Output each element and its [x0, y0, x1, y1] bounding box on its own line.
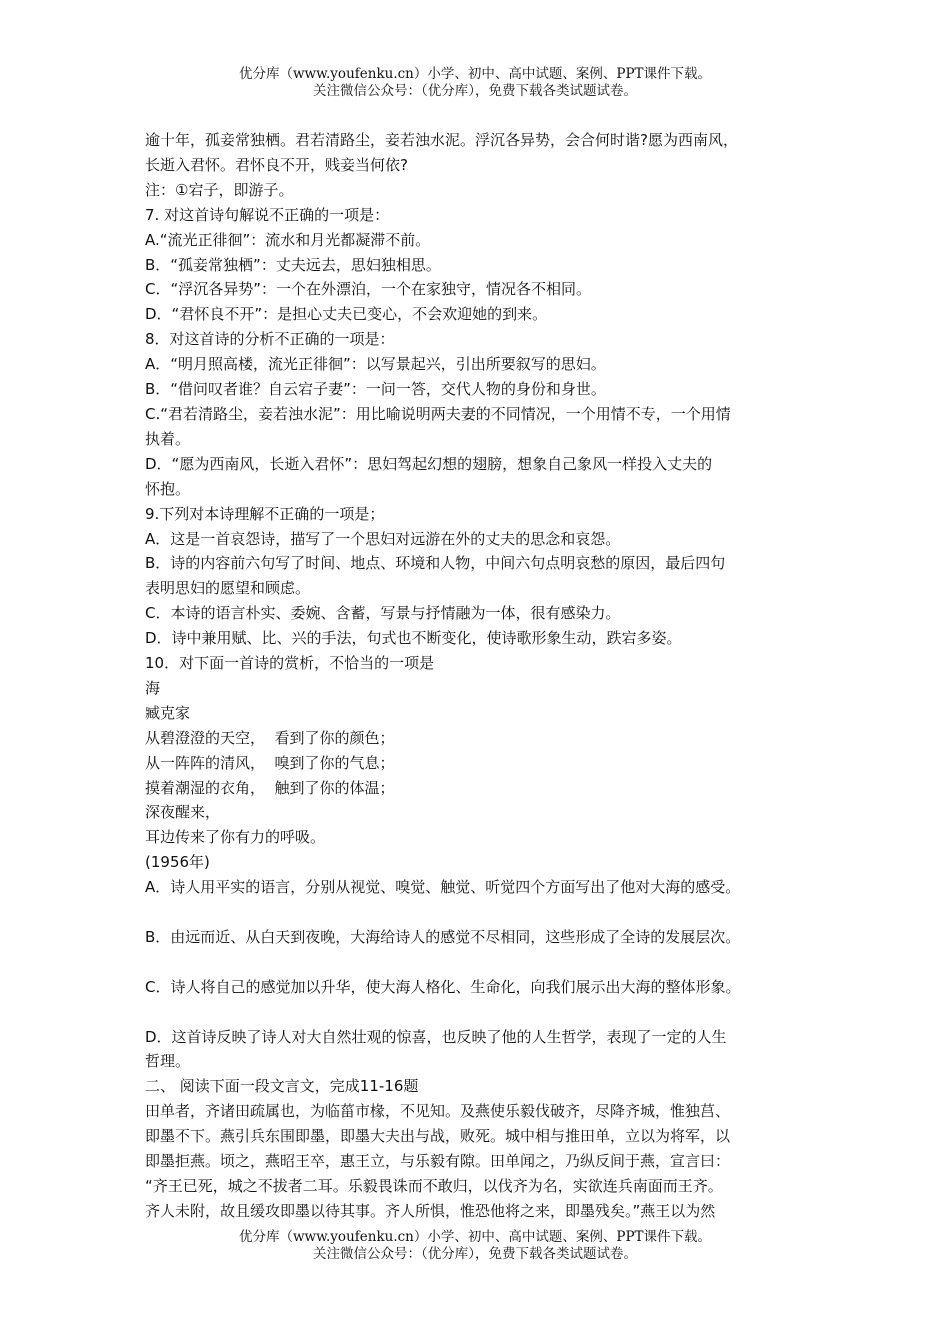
- q9-option-d: D．诗中兼用赋、比、兴的手法，句式也不断变化，使诗歌形象生动，跌宕多姿。: [145, 629, 682, 648]
- footer-line-1: 优分库（www.youfenku.cn）小学、初中、高中试题、案例、PPT课件下载。: [238, 1229, 712, 1245]
- q9-option-a: A．这是一首哀怨诗，描写了一个思妇对远游在外的丈夫的思念和哀怨。: [145, 529, 621, 548]
- document-body: [145, 128, 815, 1224]
- q7-stem: 7. 对这首诗句解说不正确的一项是：: [145, 205, 390, 224]
- q7-option-a: A.“流光正徘徊”：流水和月光都凝滞不前。: [145, 230, 431, 249]
- q8-option-d-line-1: D．“愿为西南风，长逝入君怀”：思妇驾起幻想的翅膀，想象自己象风一样投入丈夫的: [145, 454, 713, 473]
- q10-stem: 10．对下面一首诗的赏析，不恰当的一项是: [145, 654, 435, 673]
- q9-stem: 9.下列对本诗理解不正确的一项是；: [145, 504, 385, 523]
- poem-line: 耳边传来了你有力的呼吸。: [145, 828, 326, 847]
- q8-option-c-line-2: 执着。: [145, 429, 191, 448]
- q7-option-c: C．“浮沉各异势”：一个在外漂泊，一个在家独守，情况各不相同。: [145, 280, 592, 299]
- passage-line: 即墨拒燕。顷之，燕昭王卒，惠王立，与乐毅有隙。田单闻之，乃纵反间于燕，宣言曰：: [145, 1152, 731, 1171]
- q9-option-b-line-2: 表明思妇的愿望和顾虑。: [145, 579, 311, 598]
- poem-year: (1956年): [145, 853, 210, 872]
- header-line-2: 关注微信公众号：（优分库），免费下载各类试题试卷。: [313, 83, 637, 99]
- q9-option-b-line-1: B．诗的内容前六句写了时间、地点、环境和人物，中间六句点明哀愁的原因，最后四句: [145, 554, 726, 573]
- q8-option-b: B．“借问叹者谁？自云宕子妻”：一问一答，交代人物的身份和身世。: [145, 380, 606, 399]
- q9-option-c: C．本诗的语言朴实、委婉、含蓄，写景与抒情融为一体，很有感染力。: [145, 604, 621, 623]
- passage-line: 齐人未附，故且缓攻即墨以待其事。齐人所惧，惟恐他将之来，即墨残矣。”燕王以为然: [145, 1201, 716, 1220]
- poem-tail-line-1: 逾十年，孤妾常独栖。君若清路尘，妾若浊水泥。浮沉各异势，会合何时谐?愿为西南风，: [145, 131, 738, 149]
- q10-option-d-line-1: D．这首诗反映了诗人对大自然壮观的惊喜，也反映了他的人生哲学，表现了一定的人生: [145, 1027, 727, 1046]
- spacer: [145, 900, 815, 925]
- q7-option-d: D．“君怀良不开”：是担心丈夫已变心，不会欢迎她的到来。: [145, 305, 548, 324]
- q7-option-b: B．“孤妾常独栖”：丈夫远去，思妇独相思。: [145, 255, 441, 274]
- poem-line: 从碧澄澄的天空， 看到了你的颜色；: [145, 728, 395, 747]
- q8-option-d-line-2: 怀抱。: [145, 479, 191, 498]
- poem-note: 注：①宕子，即游子。: [145, 180, 294, 199]
- q10-option-d-line-2: 哲理。: [145, 1052, 191, 1071]
- q8-stem: 8．对这首诗的分析不正确的一项是：: [145, 330, 395, 349]
- q8-option-a: A．“明月照高楼，流光正徘徊”：以写景起兴，引出所要叙写的思妇。: [145, 355, 606, 374]
- passage-line: 即墨不下。燕引兵东围即墨，即墨大夫出与战，败死。城中相与推田单，立以为将军，以: [145, 1127, 731, 1146]
- spacer: [145, 1000, 815, 1025]
- q10-option-b: B．由远而近、从白天到夜晚，大海给诗人的感觉不尽相同，这些形成了全诗的发展层次。: [145, 927, 741, 946]
- q10-option-a: A．诗人用平实的语言，分别从视觉、嗅觉、触觉、听觉四个方面写出了他对大海的感受。: [145, 878, 741, 897]
- poem-title: 海: [145, 678, 161, 697]
- q10-option-c: C．诗人将自己的感觉加以升华，使大海人格化、生命化，向我们展示出大海的整体形象。: [145, 977, 741, 996]
- spacer: [145, 950, 815, 975]
- page-footer: [0, 1229, 950, 1263]
- header-line-1: 优分库（www.youfenku.cn）小学、初中、高中试题、案例、PPT课件下载。: [238, 66, 712, 82]
- passage-line: “齐王已死，城之不拔者二耳。乐毅畏诛而不敢归，以伐齐为名，实欲连兵南面而王齐。: [145, 1177, 723, 1196]
- page-header: [0, 66, 950, 100]
- passage-line: 田单者，齐诸田疏属也，为临菑市椽，不见知。及燕使乐毅伐破齐，尽降齐城，惟独莒、: [145, 1102, 731, 1121]
- footer-line-2: 关注微信公众号：（优分库），免费下载各类试题试卷。: [313, 1246, 637, 1262]
- poem-line: 从一阵阵的清风， 嗅到了你的气息；: [145, 753, 395, 772]
- poem-line: 摸着潮湿的衣角， 触到了你的体温；: [145, 778, 395, 797]
- q8-option-c-line-1: C.“君若清路尘，妾若浊水泥”：用比喻说明两夫妻的不同情况，一个用情不专，一个用情: [145, 404, 731, 423]
- poem-tail-line-2: 长逝入君怀。君怀良不开，贱妾当何依?: [145, 155, 408, 174]
- poem-author: 臧克家: [145, 703, 191, 722]
- poem-line: 深夜醒来，: [145, 803, 221, 822]
- section-2-heading: 二、 阅读下面一段文言文，完成11-16题: [145, 1077, 419, 1096]
